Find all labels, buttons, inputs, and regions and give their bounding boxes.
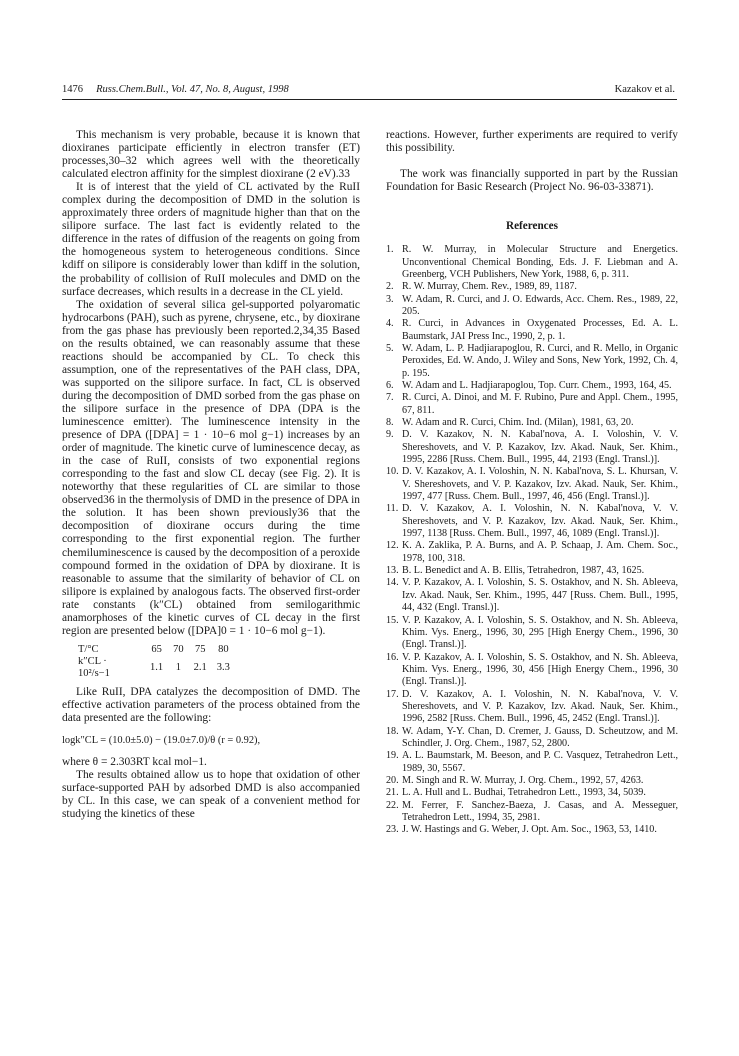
reference-text: W. Adam, R. Curci, and J. O. Edwards, Acc. Chem. Res., 1989, 22, 205. [402,293,678,317]
reference-text: D. V. Kazakov, A. I. Voloshin, N. N. Kabal'nova, V. V. Shereshovets, and V. P. Kazakov, Izv. Akad. Nauk, Ser. Khim., 1996, 2582 [Russ. Chem. Bull., 1996, 45, 2452 (Engl. Transl.)]. [402,688,678,725]
rate-table-body [78,644,240,680]
table-cell: 80 [218,643,229,655]
table-cell: 1.1 [150,661,164,673]
reference-text: M. Singh and R. W. Murray, J. Org. Chem., 1992, 57, 4263. [402,774,644,786]
reference-number: 14. [386,577,399,589]
reference-number: 3. [386,293,394,305]
paragraph-ru-complex-yield: It is of interest that the yield of CL activated by the RuII complex during the decomposition of DMD in the solution is approximately three orders of magnitude higher than that on the silipore surface. The last fact is evidently related to the difference in the rates of diffusion of the reagents on going from the homogeneous system to heterogeneous conditions. Since kdiff on silipore is considerably lower than kdiff in the solution, the probability of collision of RuII molecules and DMD on the surface decreases, which results in a decrease in the CL yield. [62,181,360,298]
reference-number: 23. [386,824,399,836]
reference-number: 10. [386,466,399,478]
table-row-label: k″CL · 10²/s−1 [78,655,110,679]
reference-item [386,429,678,466]
reference-number: 6. [386,379,394,391]
reference-number: 18. [386,725,399,737]
table-cell: 65 [151,643,162,655]
reference-text: K. A. Zaklika, P. A. Burns, and A. P. Schaap, J. Am. Chem. Soc., 1978, 100, 318. [402,540,678,564]
reference-text: V. P. Kazakov, A. I. Voloshin, S. S. Ostakhov, and N. Sh. Ableeva, Izv. Akad. Nauk, Ser. Khim., 1995, 447 [Russ. Chem. Bull., 1995, 44, 432 (Engl. Transl.)]. [402,577,678,614]
table-cell: 3.3 [216,661,230,673]
reference-number: 22. [386,799,399,811]
reference-number: 17. [386,688,399,700]
paragraph-conclusion: The results obtained allow us to hope that oxidation of other surface-supported PAH by adsorbed DMD is also accompanied by CL. In this case, we can speak of a convenient method for studying the kinetics of these [62,769,360,821]
table-cell: 2.1 [193,661,207,673]
reference-text: J. W. Hastings and G. Weber, J. Opt. Am. Soc., 1963, 53, 1410. [402,824,657,836]
reference-number: 20. [386,774,399,786]
header-rule [62,99,677,100]
reference-text: V. P. Kazakov, A. I. Voloshin, S. S. Ostakhov, and N. Sh. Ableeva, Khim. Vys. Energ., 1996, 30, 295 [High Energy Chem., 1996, 30 (Engl. Transl.)]. [402,614,678,651]
reference-text: D. V. Kazakov, N. N. Kabal'nova, A. I. Voloshin, V. V. Shereshovets, and V. P. Kazakov, Izv. Akad. Nauk, Ser. Khim., 1995, 2286 [Russ. Chem. Bull., 1995, 44, 2193 (Engl. Transl.)]. [402,429,678,466]
formula-definition: where θ = 2.303RT kcal mol−1. [62,755,207,768]
reference-number: 4. [386,318,394,330]
reference-item [386,726,678,751]
reference-text: R. W. Murray, in Molecular Structure and Energetics. Unconventional Chemical Bonding, Eds. J. F. Liebman and A. Greenberg, VCH Publishers, New York, 1988, 6, p. 311. [402,244,678,280]
right-column [386,129,678,837]
journal-citation: Russ.Chem.Bull., Vol. 47, No. 8, August, 1998 [96,84,289,95]
paragraph-continuation: reactions. However, further experiments are required to verify this possibility. [386,129,678,155]
table-cell: 1 [175,661,181,673]
reference-text: W. Adam and L. Hadjiarapoglou, Top. Curr. Chem., 1993, 164, 45. [402,379,672,391]
running-header-authors: Kazakov et al. [614,84,675,95]
reference-number: 9. [386,429,394,441]
reference-number: 7. [386,392,394,404]
reference-number: 16. [386,651,399,663]
reference-item [386,244,678,281]
reference-number: 15. [386,614,399,626]
reference-number: 5. [386,342,394,354]
table-cell: 70 [173,643,184,655]
reference-item [386,466,678,503]
reference-number: 11. [386,503,399,515]
reference-item [386,281,678,293]
table-row-rate-constant [78,656,240,680]
reference-item [386,380,678,392]
reference-number: 8. [386,417,394,428]
reference-item [386,318,678,343]
reference-item [386,652,678,689]
references-heading: References [506,220,558,233]
reference-item [386,689,678,726]
reference-text: B. L. Benedict and A. B. Ellis, Tetrahedron, 1987, 43, 1625. [402,565,645,577]
reference-item [386,824,678,836]
reference-text: W. Adam, L. P. Hadjiarapoglou, R. Curci, and R. Mello, in Organic Peroxides, Ed. W. Ando, J. Wiley and Sons, New York, 1992, Ch. 4, p. 195. [402,342,678,379]
reference-text: D. V. Kazakov, A. I. Voloshin, N. N. Kabal'nova, S. L. Khursan, V. V. Shereshovets, and V. P. Kazakov, Izv. Akad. Nauk, Ser. Khim., 1997, 477 [Russ. Chem. Bull., 1997, 46, 456 (Engl. Transl.)]. [402,466,678,503]
reference-text: L. A. Hull and L. Budhai, Tetrahedron Lett., 1993, 34, 5039. [402,787,646,799]
running-header-left [62,84,289,95]
reference-item [386,577,678,614]
reference-item [386,775,678,787]
table-cell: 75 [194,643,206,655]
reference-number: 19. [386,750,399,762]
reference-item [386,565,678,577]
reference-text: W. Adam, Y-Y. Chan, D. Cremer, J. Gauss, D. Scheutzow, and M. Schindler, J. Org. Chem., 1987, 52, 2800. [402,725,678,749]
page-number: 1476 [62,84,83,95]
reference-item [386,750,678,775]
reference-item [386,392,678,417]
reference-item [386,503,678,540]
reference-number: 2. [386,281,394,293]
references-list [386,244,678,837]
reference-item [386,417,678,429]
table-row-temperature [78,644,240,656]
reference-item [386,787,678,799]
arrhenius-formula: logk″CL = (10.0±5.0) − (19.0±7.0)/θ (r = 0.92), [62,734,261,746]
reference-item [386,540,678,565]
paragraph-acknowledgment: The work was financially supported in part by the Russian Foundation for Basic Research (Project No. 96-03-33871). [386,168,678,194]
reference-text: R. W. Murray, Chem. Rev., 1989, 89, 1187. [402,281,577,293]
reference-number: 13. [386,565,399,577]
paragraph-dpa-catalysis: Like RuII, DPA catalyzes the decomposition of DMD. The effective activation parameters of the process obtained from the data presented are the following: [62,685,360,724]
reference-text: R. Curci, in Advances in Oxygenated Processes, Ed. A. L. Baumstark, JAI Press Inc., 1990, 2, p. 1. [402,318,678,342]
reference-item [386,343,678,380]
paragraph-et-mechanism: This mechanism is very probable, because it is known that dioxiranes participate efficiently in electron transfer (ET) processes,30–32 which agrees well with the theoretically calculated electron affinity for the simplest dioxirane (2 eV).33 [62,129,360,181]
paragraph-pah-oxidation: The oxidation of several silica gel-supported polyaromatic hydrocarbons (PAH), such as pyrene, chrysene, etc., by dioxirane from the gas phase has previously been reported.2,34,35 Based on the results obtained, we can reasonably assume that these reactions should be accompanied by CL. To check this assumption, one of the representatives of the PAH class, DPA, was supported on the silipore surface. In fact, CL is observed during the decomposition of DMD sorbed from the gas phase on the silipore surface in the presence of DPA (DPA is the luminescence emitter). The luminescence intensity in the presence of DPA ([DPA] = 1 · 10−6 mol g−1) increases by an order of magnitude. The kinetic curve of luminescence decay, as in the case of RuII, consists of two exponential regions corresponding to the fast and slow CL decay (see Fig. 2). It is noteworthy that these regularities of CL are similar to those observed36 in the thermolysis of DMD in the presence of DPA in the solution. It has been shown previously36 that the decomposition of dioxirane occurs during the time corresponding to the first exponential region. The further chemiluminescence is caused by the decomposition of a peroxide compound formed in the oxidation of DPA by dioxirane. It is reasonable to assume that the similarity of behavior of CL on silipore is explained by analogous facts. The observed first-order rate constants (k″CL) obtained from semilogarithmic anamorphoses of the kinetic curves of CL decay in the first region are presented below ([DPA]0 = 1 · 10−6 mol g−1). [62,298,360,637]
reference-number: 21. [386,787,399,799]
reference-text: D. V. Kazakov, A. I. Voloshin, N. N. Kabal'nova, V. V. Shereshovets, and V. P. Kazakov, Izv. Akad. Nauk, Ser. Khim., 1997, 1138 [Russ. Chem. Bull., 1997, 46, 1089 (Engl. Transl.)]. [402,503,678,540]
reference-number: 12. [386,540,399,552]
left-column [62,129,360,821]
reference-item [386,294,678,319]
reference-text: M. Ferrer, F. Sanchez-Baeza, J. Casas, and A. Messeguer, Tetrahedron Lett., 1994, 35, 2981. [402,799,678,823]
reference-text: V. P. Kazakov, A. I. Voloshin, S. S. Ostakhov, and N. Sh. Ableeva, Khim. Vys. Energ., 1996, 30, 456 [High Energy Chem., 1996, 30 (Engl. Transl.)]. [402,651,678,688]
reference-text: W. Adam and R. Curci, Chim. Ind. (Milan), 1981, 63, 20. [402,417,634,428]
reference-item [386,800,678,825]
reference-item [386,615,678,652]
reference-number: 1. [386,244,394,256]
rate-constant-table [78,644,240,680]
reference-text: A. L. Baumstark, M. Beeson, and P. C. Vasquez, Tetrahedron Lett., 1989, 30, 5567. [402,750,678,774]
table-row-label: T/°C [78,643,99,655]
reference-text: R. Curci, A. Dinoi, and M. F. Rubino, Pure and Appl. Chem., 1995, 67, 811. [402,392,678,416]
